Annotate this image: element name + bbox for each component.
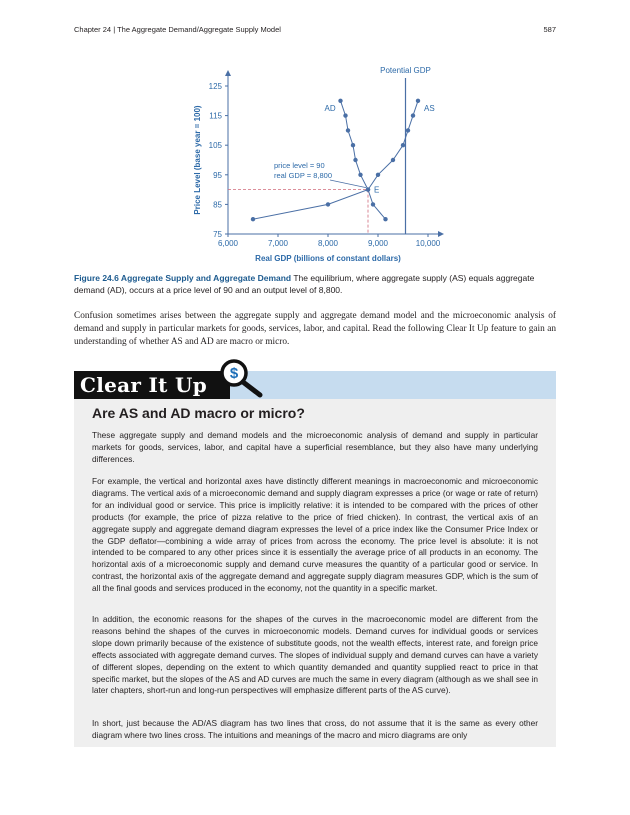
ad-point bbox=[343, 113, 347, 117]
potential-gdp-label: Potential GDP bbox=[380, 66, 431, 75]
ad-point bbox=[383, 217, 387, 221]
ad-label: AD bbox=[324, 103, 336, 113]
figure-caption bbox=[74, 272, 556, 296]
figure-label: Figure 24.6 Aggregate Supply and Aggregate Demand bbox=[74, 273, 292, 283]
body-paragraph: Confusion sometimes arises between the aggregate supply and aggregate demand model and the microeconomic analysis of demand and supply in particular markets for goods, services, labor, and capital. Read the following Clear It Up feature to gain an understanding of whether AS and AD are macro or micro. bbox=[74, 311, 556, 347]
y-tick-label: 95 bbox=[213, 170, 222, 180]
x-tick-label: 6,000 bbox=[217, 239, 239, 248]
clear-it-up-banner-title: Clear It Up bbox=[74, 371, 230, 399]
x-tick-label: 8,000 bbox=[317, 239, 339, 248]
figure-caption-text: The equilibrium, where aggregate supply (AS) equals aggregate demand (AD), occurs at a price level of 90 and an output level of 8,800. bbox=[74, 273, 535, 295]
x-axis-arrow bbox=[438, 231, 444, 237]
ad-point bbox=[353, 158, 357, 162]
equilibrium-annotation-gdp: real GDP = 8,800 bbox=[274, 171, 333, 180]
dollar-symbol: $ bbox=[229, 365, 239, 382]
as-point bbox=[366, 187, 370, 191]
clear-it-up-paragraph-2: For example, the vertical and horizontal axes have distinctly different meanings in macroeconomic and microeconomic diagrams. The vertical axis of a microeconomic demand and supply diagram expresses a price (or wage or rate of return) for an individual good or service. This price is implicitly relative: it is intended to be compared with the prices of other products (for example, the price of pizza relative to the price of fried chicken). In contrast, the vertical axis of an aggregate supply and aggregate demand diagram expresses the level of a price index like the Consumer Price Index or the GDP deflator—combining a wide array of prices from across the economy. The price level is absolute: it is not intended to be compared to any other prices since it is essentially the average price of all products in an economy. The horizontal axis of a microeconomic supply and demand curve measures the quantity of a particular good or service. In contrast, the horizontal axis of the aggregate demand and aggregate supply diagram measures GDP, which is the sum of all the final goods and services produced in the economy, not the quantity in a specific market. bbox=[92, 476, 538, 594]
y-axis-label: Price Level (base year = 100) bbox=[193, 105, 202, 215]
page-number: 587 bbox=[543, 25, 556, 34]
clear-it-up-paragraph-1: These aggregate supply and demand models and the microeconomic analysis of demand and supply in particular markets for goods, services, labor, and capital have a superficial resemblance, but they also have many underlying differences. bbox=[92, 430, 538, 464]
clear-it-up-title: Are AS and AD macro or micro? bbox=[92, 405, 305, 421]
y-tick-label: 125 bbox=[208, 82, 222, 91]
ad-point bbox=[371, 202, 375, 206]
as-label: AS bbox=[424, 103, 435, 113]
as-point bbox=[416, 99, 420, 103]
ad-as-chart bbox=[180, 66, 450, 266]
y-axis-arrow bbox=[225, 70, 231, 76]
x-tick-label: 9,000 bbox=[367, 239, 389, 248]
as-point bbox=[251, 217, 255, 221]
clear-it-up-paragraph-3: In addition, the economic reasons for the shapes of the curves in the macroeconomic model are different from the reasons behind the shapes of the curves in microeconomic models. Demand curves for individual goods or services slope down primarily because of the existence of substitute goods, not the wealth effects, interest rate, and foreign price effects associated with aggregate demand curves. The slopes of individual supply and demand curves can have a variety of different slopes, depending on the extent to which quantity demanded and quantity supplied react to price in that specific market, but the slopes of the AS and AD curves are much the same in every diagram (although as we shall see in later chapters, short-run and long-run perspectives will emphasize different parts of the AS curve). bbox=[92, 614, 538, 696]
equilibrium-annotation-pointer bbox=[330, 180, 366, 188]
running-header: Chapter 24 | The Aggregate Demand/Aggregate Supply Model bbox=[74, 25, 281, 34]
as-point bbox=[406, 128, 410, 132]
ad-point bbox=[351, 143, 355, 147]
ad-point bbox=[358, 173, 362, 177]
ad-point bbox=[338, 99, 342, 103]
as-point bbox=[376, 173, 380, 177]
y-tick-label: 105 bbox=[208, 141, 222, 151]
equilibrium-label: E bbox=[374, 185, 380, 195]
y-tick-label: 115 bbox=[209, 111, 222, 121]
as-point bbox=[391, 158, 395, 162]
x-tick-label: 7,000 bbox=[267, 239, 289, 248]
x-tick-label: 10,000 bbox=[415, 239, 441, 248]
y-tick-label: 75 bbox=[213, 230, 222, 239]
y-tick-label: 85 bbox=[213, 200, 222, 210]
as-point bbox=[401, 143, 405, 147]
as-point bbox=[411, 113, 415, 117]
as-point bbox=[326, 202, 330, 206]
x-axis-label: Real GDP (billions of constant dollars) bbox=[255, 254, 401, 263]
magnifier-dollar-icon bbox=[216, 357, 266, 401]
equilibrium-annotation-price: price level = 90 bbox=[274, 161, 325, 170]
ad-curve bbox=[341, 101, 386, 219]
ad-point bbox=[346, 128, 350, 132]
clear-it-up-paragraph-4: In short, just because the AD/AS diagram has two lines that cross, do not assume that it is the same as every other diagram where two lines cross. The intuitions and meanings of the macro and micro diagrams are only bbox=[92, 718, 538, 740]
